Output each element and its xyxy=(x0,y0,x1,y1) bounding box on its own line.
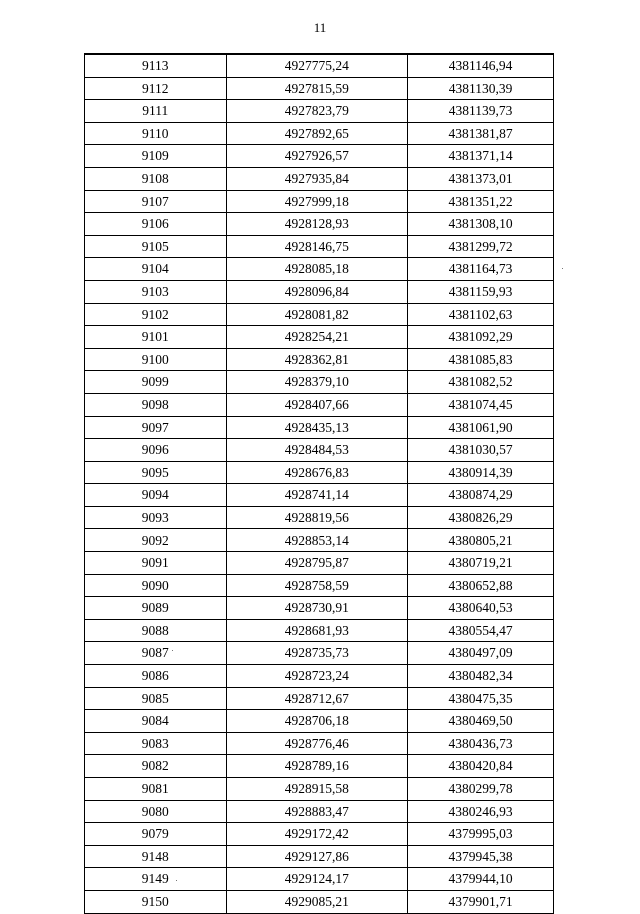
x-coordinate-cell: 4928096,84 xyxy=(226,280,408,303)
point-number-cell: 9079 xyxy=(85,823,227,846)
x-coordinate-cell: 4927926,57 xyxy=(226,145,408,168)
x-coordinate-cell: 4928853,14 xyxy=(226,529,408,552)
point-number-cell: 9106 xyxy=(85,213,227,236)
x-coordinate-cell: 4928435,13 xyxy=(226,416,408,439)
point-number-cell: 9112 xyxy=(85,77,227,100)
x-coordinate-cell: 4928085,18 xyxy=(226,258,408,281)
x-coordinate-cell: 4928676,83 xyxy=(226,461,408,484)
point-number-cell: 9102 xyxy=(85,303,227,326)
y-coordinate-cell: 4381130,39 xyxy=(408,77,554,100)
point-number-cell: 9085 xyxy=(85,687,227,710)
table-row xyxy=(85,145,554,168)
y-coordinate-cell: 4380469,50 xyxy=(408,710,554,733)
y-coordinate-cell: 4380436,73 xyxy=(408,732,554,755)
point-number-cell: 9090 xyxy=(85,574,227,597)
y-coordinate-cell: 4380420,84 xyxy=(408,755,554,778)
table-row xyxy=(85,280,554,303)
point-number-cell: 9111 xyxy=(85,100,227,123)
y-coordinate-cell: 4380299,78 xyxy=(408,778,554,801)
x-coordinate-cell: 4929085,21 xyxy=(226,890,408,913)
y-coordinate-cell: 4380640,53 xyxy=(408,597,554,620)
table-row xyxy=(85,461,554,484)
x-coordinate-cell: 4927775,24 xyxy=(226,54,408,77)
point-number-cell: 9107 xyxy=(85,190,227,213)
x-coordinate-cell: 4927823,79 xyxy=(226,100,408,123)
scan-speck xyxy=(176,880,177,881)
table-row xyxy=(85,303,554,326)
point-number-cell: 9082 xyxy=(85,755,227,778)
y-coordinate-cell: 4381308,10 xyxy=(408,213,554,236)
x-coordinate-cell: 4928735,73 xyxy=(226,642,408,665)
y-coordinate-cell: 4381371,14 xyxy=(408,145,554,168)
x-coordinate-cell: 4929124,17 xyxy=(226,868,408,891)
point-number-cell: 9089 xyxy=(85,597,227,620)
x-coordinate-cell: 4928681,93 xyxy=(226,619,408,642)
scan-speck xyxy=(562,268,563,269)
x-coordinate-cell: 4929172,42 xyxy=(226,823,408,846)
y-coordinate-cell: 4380652,88 xyxy=(408,574,554,597)
x-coordinate-cell: 4927892,65 xyxy=(226,122,408,145)
point-number-cell: 9091 xyxy=(85,552,227,575)
y-coordinate-cell: 4380826,29 xyxy=(408,506,554,529)
coordinates-table-body xyxy=(85,54,554,913)
x-coordinate-cell: 4929127,86 xyxy=(226,845,408,868)
y-coordinate-cell: 4381159,93 xyxy=(408,280,554,303)
table-row xyxy=(85,54,554,77)
point-number-cell: 9084 xyxy=(85,710,227,733)
point-number-cell: 9113 xyxy=(85,54,227,77)
y-coordinate-cell: 4381139,73 xyxy=(408,100,554,123)
table-row xyxy=(85,732,554,755)
table-row xyxy=(85,890,554,913)
y-coordinate-cell: 4381061,90 xyxy=(408,416,554,439)
x-coordinate-cell: 4928146,75 xyxy=(226,235,408,258)
y-coordinate-cell: 4379901,71 xyxy=(408,890,554,913)
y-coordinate-cell: 4381085,83 xyxy=(408,348,554,371)
point-number-cell: 9087 xyxy=(85,642,227,665)
table-row xyxy=(85,393,554,416)
x-coordinate-cell: 4928741,14 xyxy=(226,484,408,507)
point-number-cell: 9093 xyxy=(85,506,227,529)
x-coordinate-cell: 4928379,10 xyxy=(226,371,408,394)
y-coordinate-cell: 4381164,73 xyxy=(408,258,554,281)
x-coordinate-cell: 4928081,82 xyxy=(226,303,408,326)
y-coordinate-cell: 4381074,45 xyxy=(408,393,554,416)
point-number-cell: 9100 xyxy=(85,348,227,371)
table-row xyxy=(85,665,554,688)
table-row xyxy=(85,371,554,394)
x-coordinate-cell: 4928730,91 xyxy=(226,597,408,620)
table-row xyxy=(85,506,554,529)
y-coordinate-cell: 4380554,47 xyxy=(408,619,554,642)
y-coordinate-cell: 4379945,38 xyxy=(408,845,554,868)
point-number-cell: 9101 xyxy=(85,326,227,349)
point-number-cell: 9096 xyxy=(85,439,227,462)
table-row xyxy=(85,823,554,846)
point-number-cell: 9105 xyxy=(85,235,227,258)
page-number: 11 xyxy=(313,20,327,35)
table-row xyxy=(85,348,554,371)
table-row xyxy=(85,190,554,213)
table-row xyxy=(85,326,554,349)
x-coordinate-cell: 4928712,67 xyxy=(226,687,408,710)
point-number-cell: 9150 xyxy=(85,890,227,913)
y-coordinate-cell: 4380719,21 xyxy=(408,552,554,575)
table-row xyxy=(85,710,554,733)
x-coordinate-cell: 4928128,93 xyxy=(226,213,408,236)
y-coordinate-cell: 4380914,39 xyxy=(408,461,554,484)
table-row xyxy=(85,484,554,507)
x-coordinate-cell: 4927935,84 xyxy=(226,167,408,190)
point-number-cell: 9081 xyxy=(85,778,227,801)
table-row xyxy=(85,235,554,258)
table-row xyxy=(85,439,554,462)
x-coordinate-cell: 4928795,87 xyxy=(226,552,408,575)
point-number-cell: 9103 xyxy=(85,280,227,303)
y-coordinate-cell: 4380475,35 xyxy=(408,687,554,710)
y-coordinate-cell: 4379944,10 xyxy=(408,868,554,891)
table-row xyxy=(85,529,554,552)
y-coordinate-cell: 4381351,22 xyxy=(408,190,554,213)
table-row xyxy=(85,258,554,281)
point-number-cell: 9095 xyxy=(85,461,227,484)
y-coordinate-cell: 4381092,29 xyxy=(408,326,554,349)
x-coordinate-cell: 4928915,58 xyxy=(226,778,408,801)
y-coordinate-cell: 4381299,72 xyxy=(408,235,554,258)
scan-speck xyxy=(172,650,173,651)
y-coordinate-cell: 4381373,01 xyxy=(408,167,554,190)
y-coordinate-cell: 4380482,34 xyxy=(408,665,554,688)
table-row xyxy=(85,868,554,891)
point-number-cell: 9086 xyxy=(85,665,227,688)
point-number-cell: 9092 xyxy=(85,529,227,552)
x-coordinate-cell: 4928758,59 xyxy=(226,574,408,597)
y-coordinate-cell: 4379995,03 xyxy=(408,823,554,846)
x-coordinate-cell: 4928362,81 xyxy=(226,348,408,371)
point-number-cell: 9109 xyxy=(85,145,227,168)
table-row xyxy=(85,416,554,439)
table-row xyxy=(85,552,554,575)
coordinates-table xyxy=(84,53,554,914)
x-coordinate-cell: 4928407,66 xyxy=(226,393,408,416)
table-row xyxy=(85,100,554,123)
x-coordinate-cell: 4927999,18 xyxy=(226,190,408,213)
table-row xyxy=(85,800,554,823)
point-number-cell: 9083 xyxy=(85,732,227,755)
x-coordinate-cell: 4928776,46 xyxy=(226,732,408,755)
table-row xyxy=(85,845,554,868)
point-number-cell: 9098 xyxy=(85,393,227,416)
x-coordinate-cell: 4928789,16 xyxy=(226,755,408,778)
y-coordinate-cell: 4381146,94 xyxy=(408,54,554,77)
y-coordinate-cell: 4380874,29 xyxy=(408,484,554,507)
point-number-cell: 9110 xyxy=(85,122,227,145)
point-number-cell: 9094 xyxy=(85,484,227,507)
table-row xyxy=(85,778,554,801)
y-coordinate-cell: 4380805,21 xyxy=(408,529,554,552)
y-coordinate-cell: 4381082,52 xyxy=(408,371,554,394)
point-number-cell: 9099 xyxy=(85,371,227,394)
x-coordinate-cell: 4928484,53 xyxy=(226,439,408,462)
point-number-cell: 9080 xyxy=(85,800,227,823)
table-row xyxy=(85,619,554,642)
point-number-cell: 9088 xyxy=(85,619,227,642)
x-coordinate-cell: 4928254,21 xyxy=(226,326,408,349)
x-coordinate-cell: 4928723,24 xyxy=(226,665,408,688)
table-row xyxy=(85,213,554,236)
x-coordinate-cell: 4927815,59 xyxy=(226,77,408,100)
point-number-cell: 9104 xyxy=(85,258,227,281)
point-number-cell: 9108 xyxy=(85,167,227,190)
table-row xyxy=(85,574,554,597)
table-row xyxy=(85,77,554,100)
x-coordinate-cell: 4928819,56 xyxy=(226,506,408,529)
point-number-cell: 9148 xyxy=(85,845,227,868)
x-coordinate-cell: 4928883,47 xyxy=(226,800,408,823)
y-coordinate-cell: 4380497,09 xyxy=(408,642,554,665)
table-row xyxy=(85,642,554,665)
y-coordinate-cell: 4381381,87 xyxy=(408,122,554,145)
y-coordinate-cell: 4380246,93 xyxy=(408,800,554,823)
y-coordinate-cell: 4381030,57 xyxy=(408,439,554,462)
table-row xyxy=(85,755,554,778)
table-row xyxy=(85,167,554,190)
y-coordinate-cell: 4381102,63 xyxy=(408,303,554,326)
table-row xyxy=(85,122,554,145)
point-number-cell: 9149 xyxy=(85,868,227,891)
x-coordinate-cell: 4928706,18 xyxy=(226,710,408,733)
point-number-cell: 9097 xyxy=(85,416,227,439)
table-row xyxy=(85,597,554,620)
table-row xyxy=(85,687,554,710)
